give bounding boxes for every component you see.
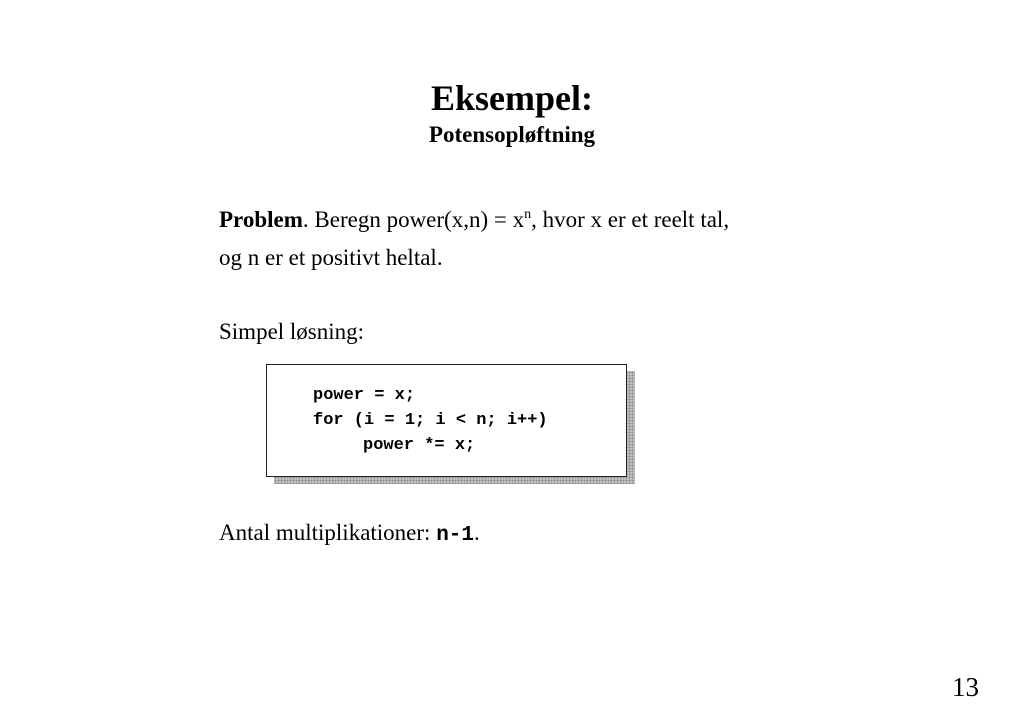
problem-statement (219, 206, 729, 234)
multiplication-count (219, 519, 480, 550)
problem-statement-line2: og n er et positivt heltal. (219, 245, 443, 270)
multiplication-label: Antal multiplikationer: (219, 520, 437, 545)
slide-subtitle: Potensopløftning (428, 122, 596, 147)
code-box (266, 364, 627, 477)
problem-text: . Beregn power(x,n) = x (302, 207, 525, 232)
code-line-1: power = x; (313, 386, 416, 405)
multiplication-suffix: . (474, 520, 480, 545)
problem-text-continued: , hvor x er et reelt tal, (531, 207, 730, 232)
exponent: n (524, 207, 532, 222)
solution-heading: Simpel løsning: (219, 319, 365, 344)
slide-title: Eksempel: (431, 78, 593, 118)
code-line-2: for (i = 1; i < n; i++) (313, 411, 548, 430)
multiplication-value: n-1 (436, 524, 474, 547)
problem-label: Problem (219, 207, 303, 232)
code-line-3: power *= x; (363, 436, 476, 455)
page-number: 13 (952, 672, 979, 702)
